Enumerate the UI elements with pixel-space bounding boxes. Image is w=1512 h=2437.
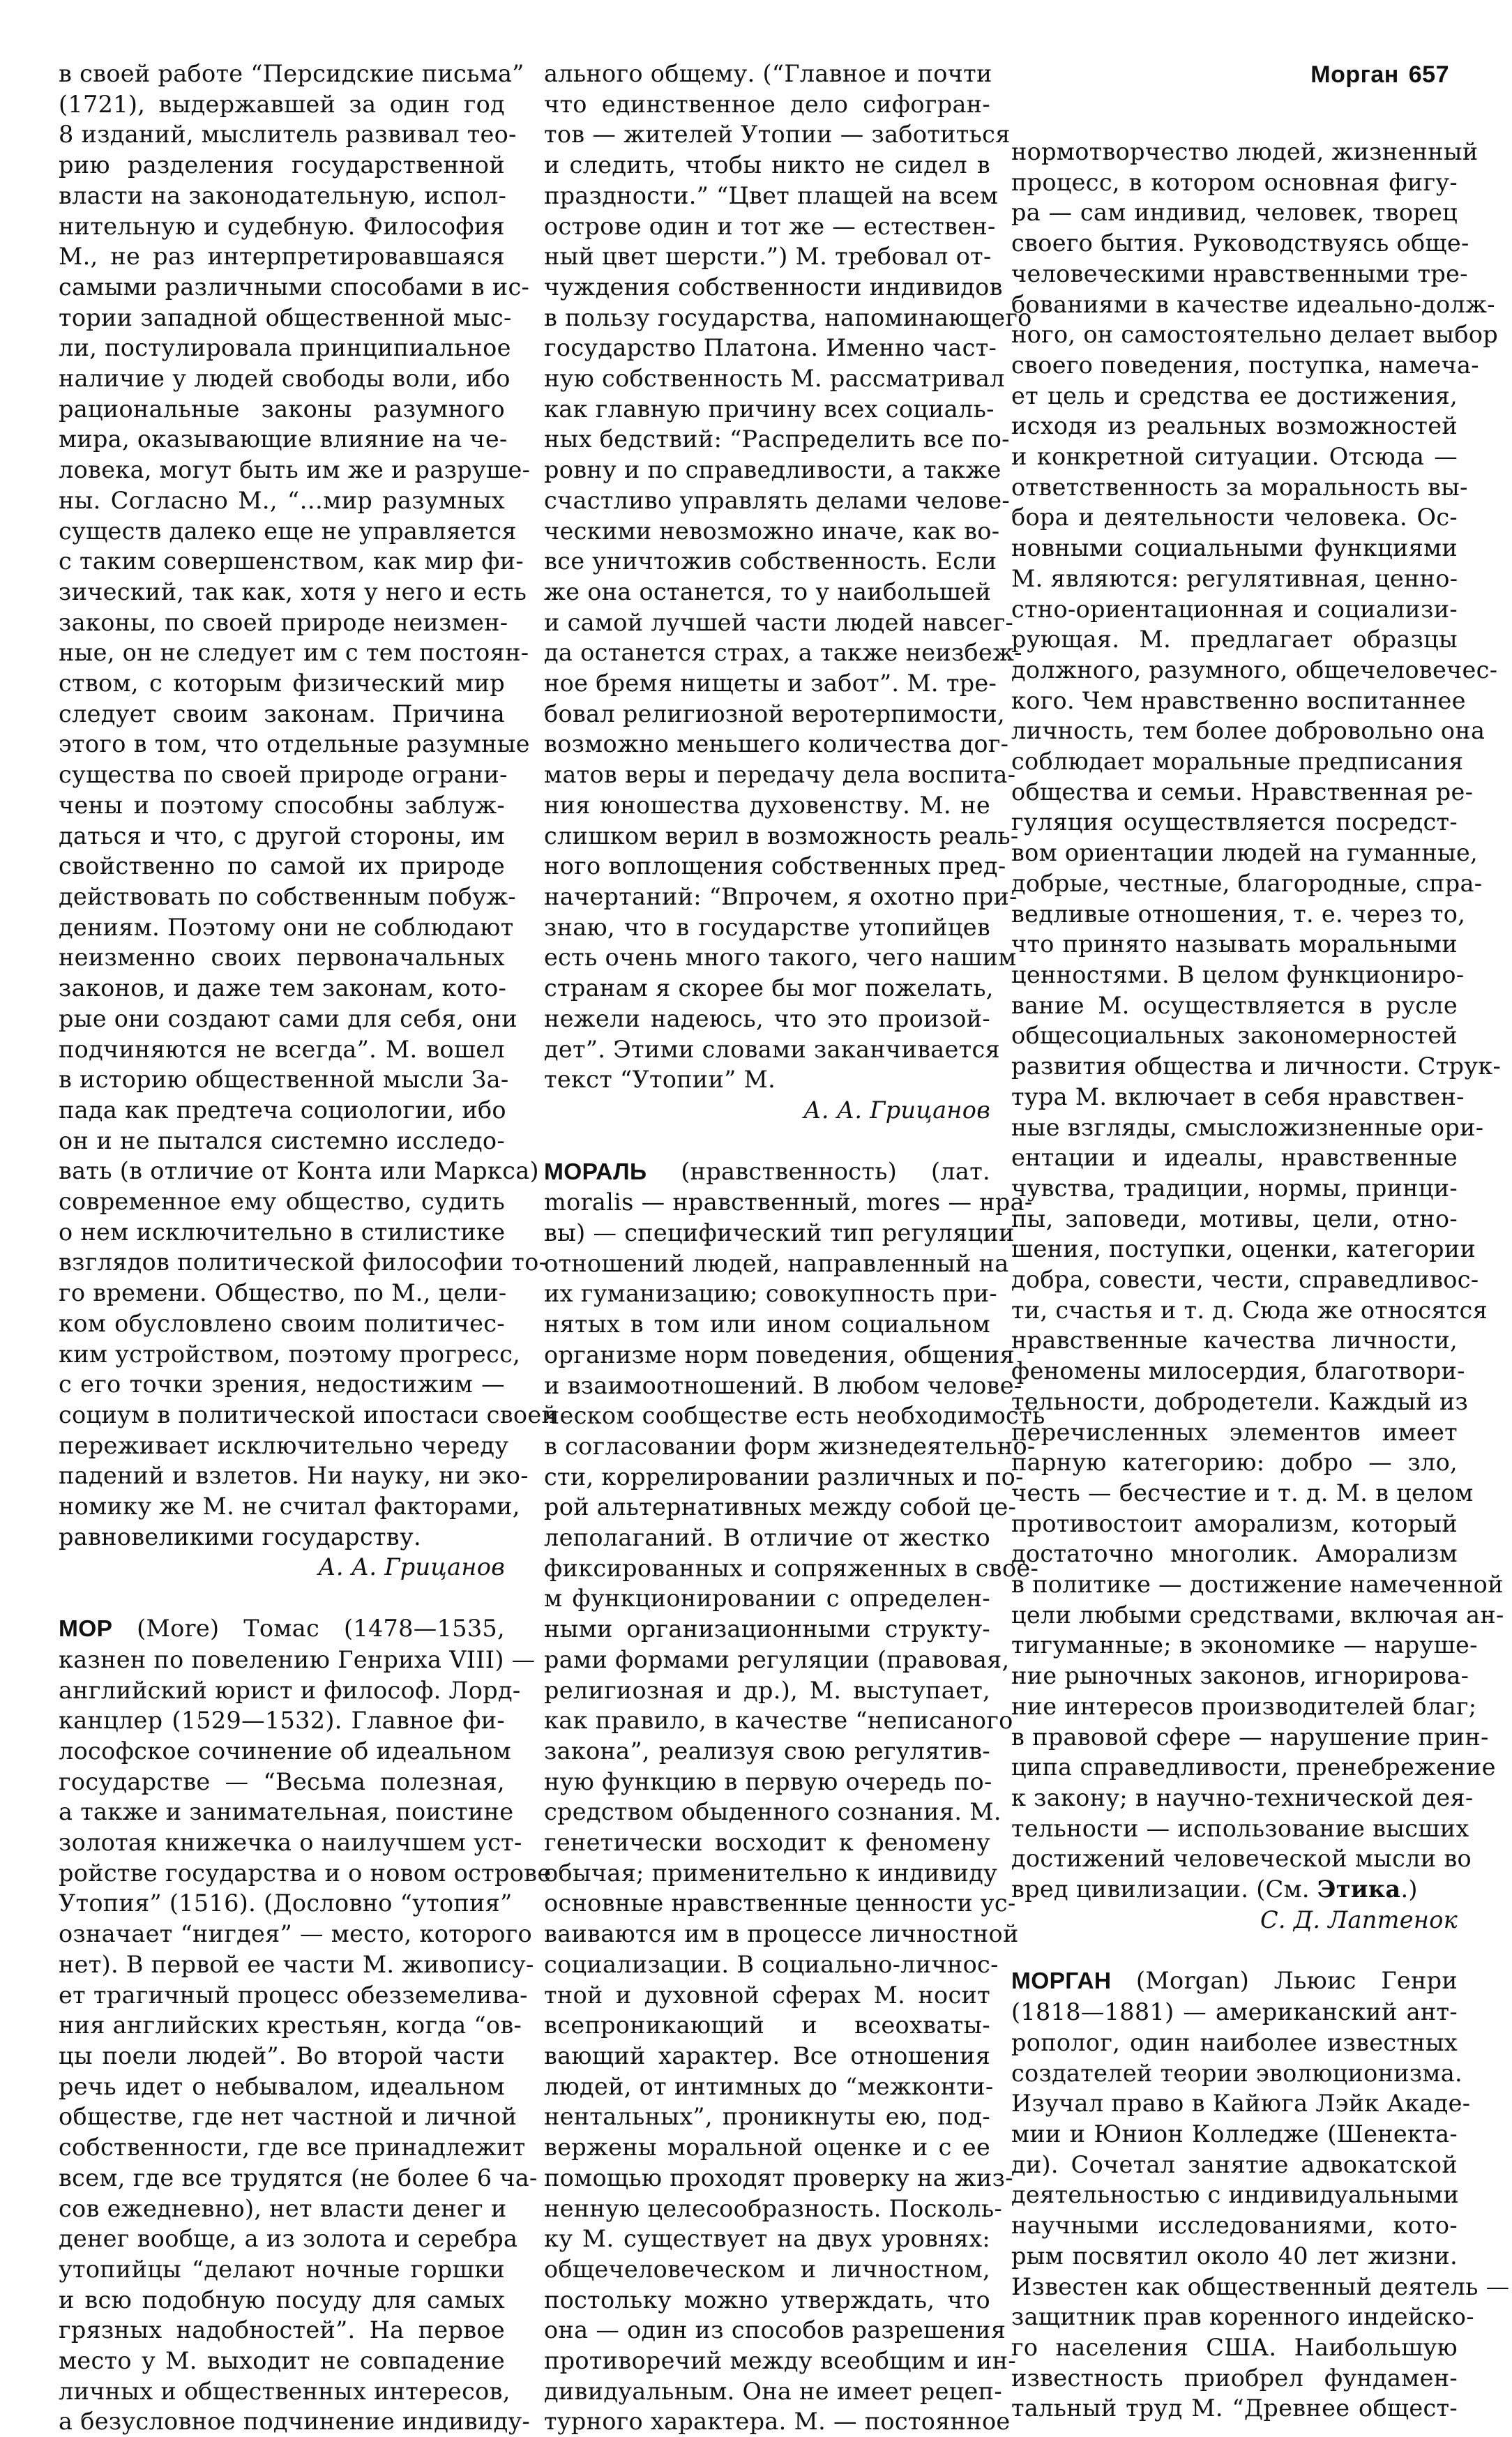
- paragraph-lines: [544, 59, 1032, 1095]
- text-line: человеческими нравственными тре-: [1011, 259, 1468, 287]
- text-line: равновеликими государству.: [59, 1523, 421, 1551]
- text-line: всем, где все трудятся (не более 6 ча-: [59, 2164, 538, 2191]
- text-line: своего поведения, поступка, намеча-: [1011, 351, 1479, 379]
- text-line: ответственность за моральность вы-: [1011, 473, 1468, 501]
- text-line: честь — бесчестие и т. д. М. в целом: [1011, 1479, 1474, 1507]
- text-line: сти, коррелировании различных и по-: [544, 1463, 1024, 1491]
- text-line: Изучал право в Кайюга Лэйк Акаде-: [1011, 2090, 1471, 2118]
- text-line: ние рыночных законов, игнорирова-: [1011, 1662, 1469, 1690]
- text-line: даться и что, с другой стороны, им: [59, 822, 505, 850]
- text-line: нятых в том или ином социальном: [544, 1311, 990, 1338]
- text-line: ли, постулировала принципиальное: [59, 334, 511, 362]
- text-line: ством, с которым физический мир: [59, 670, 505, 697]
- text-line: общечеловеческом и личностном,: [544, 2255, 990, 2283]
- text-line: и следить, чтобы никто не сидел в: [544, 151, 990, 179]
- text-line: ных бедствий: “Распределить все по-: [544, 425, 1010, 453]
- text-line: дениям. Поэтому они не соблюдают: [59, 913, 514, 941]
- text-line: 8 изданий, мыслитель развивал тео-: [59, 121, 517, 149]
- text-line: что принято называть моральными: [1011, 930, 1458, 958]
- text-line: в согласовании форм жизнедеятельно-: [544, 1432, 1036, 1460]
- text-line: к закону; в научно-технической дея-: [1011, 1783, 1474, 1811]
- text-line: в своей работе “Персидские письма”: [59, 60, 524, 87]
- column-1: [59, 59, 558, 2437]
- cross-reference-link[interactable]: Этика: [1317, 1876, 1401, 1903]
- text-line: власти на законодательную, испол-: [59, 181, 507, 209]
- text-line: рациональные законы разумного: [59, 395, 505, 423]
- paragraph-lines: [59, 1645, 552, 2437]
- text-line: ное бремя нищеты и забот”. М. тре-: [544, 670, 997, 697]
- text-line: есть очень много такого, чего нашим: [544, 944, 1017, 972]
- text-line: ра — сам индивид, человек, творец: [1011, 199, 1458, 227]
- text-line: го населения США. Наибольшую: [1011, 2333, 1458, 2361]
- text-line: свойственно по самой их природе: [59, 852, 505, 880]
- text-line: общесоциальных закономерностей: [1011, 1022, 1458, 1050]
- text-line: новными социальными функциями: [1011, 534, 1458, 562]
- text-line: деятельностью с индивидуальными: [1011, 2181, 1460, 2209]
- text-line: пада как предтеча социологии, ибо: [59, 1096, 506, 1124]
- page-number: 657: [1408, 61, 1449, 88]
- article-mor: [59, 1613, 552, 2437]
- text-line: переживает исключительно череду: [59, 1431, 509, 1459]
- text-line: золотая книжечка о наилучшем уст-: [59, 1829, 522, 1857]
- text-line: номику же М. не считал факторами,: [59, 1493, 520, 1521]
- text-line: достаточно многолик. Аморализм: [1011, 1540, 1458, 1568]
- text-line: феномены милосердия, благотвори-: [1011, 1357, 1465, 1385]
- text-line: вержены моральной оценке и с ее: [544, 2134, 990, 2161]
- article-gap: [59, 1583, 505, 1613]
- text-line: в политике — достижение намеченной: [1011, 1571, 1504, 1599]
- text-line: турного характера. М. — постоянное: [544, 2408, 1011, 2436]
- text-line: рые они создают сами для себя, они: [59, 1004, 517, 1032]
- text-line: стно-ориентационная и социализи-: [1011, 595, 1458, 623]
- text-line: государство Платона. Именно част-: [544, 334, 997, 362]
- text-line: текст “Утопии” М.: [544, 1066, 776, 1094]
- paragraph-lines: [544, 1187, 1045, 2437]
- text-line: взглядов политической философии то-: [59, 1248, 547, 1276]
- text-line: (1818—1881) — американский ант-: [1011, 1998, 1458, 2026]
- text-line: бора и деятельности человека. Ос-: [1011, 504, 1458, 531]
- text-line: счастливо управлять делами челове-: [544, 486, 1010, 514]
- text-line: создателей теории эволюционизма.: [1011, 2059, 1462, 2087]
- text-line: леполаганий. В отличие от жестко: [544, 1524, 990, 1552]
- text-line: тов — жителей Утопии — заботиться: [544, 121, 1011, 149]
- article-title: МОР: [59, 1616, 113, 1643]
- text-line: ные, он не следует им с тем постоян-: [59, 639, 529, 667]
- text-line: цели любыми средствами, включая ан-: [1011, 1601, 1504, 1629]
- text-line: ального общему. (“Главное и почти: [544, 60, 992, 87]
- text-line: м функционировании с определен-: [544, 1585, 990, 1613]
- author-signature: А. А. Грицанов: [803, 1096, 990, 1124]
- text-line: рами формами регуляции (правовая,: [544, 1645, 1010, 1673]
- text-line: ный цвет шерсти.”) М. требовал от-: [544, 243, 992, 271]
- text-line: шения, поступки, оценки, категории: [1011, 1235, 1476, 1263]
- text-line: как правило, в качестве “неписаного: [544, 1707, 1013, 1735]
- text-line: ния юношества духовенству. М. не: [544, 791, 990, 819]
- article-title: МОРАЛЬ: [544, 1159, 647, 1185]
- text-line: М. являются: регулятивная, ценно-: [1011, 564, 1458, 592]
- mor-article-continued: [544, 59, 1032, 1126]
- text-line: вать (в отличие от Конта или Маркса): [59, 1157, 539, 1185]
- moral-article-continued: [1011, 137, 1504, 1935]
- text-line: социум в политической ипостаси своей: [59, 1401, 558, 1428]
- text-line: бовал религиозной веротерпимости,: [544, 700, 1005, 727]
- text-line: ную функцию в первую очередь по-: [544, 1767, 992, 1795]
- text-line: ценностями. В целом функциониро-: [1011, 960, 1465, 988]
- text-line: ди). Сочетал занятие адвокатской: [1011, 2150, 1458, 2178]
- article-moral: [544, 1156, 1045, 2437]
- text-line: го времени. Общество, по М., цели-: [59, 1279, 507, 1307]
- text-line: денег вообще, а из золота и серебра: [59, 2225, 518, 2253]
- text-line: тории западной общественной мыс-: [59, 303, 512, 331]
- text-line: ны. Согласно М., “…мир разумных: [59, 486, 505, 514]
- text-line: соблюдает моральные предписания: [1011, 748, 1464, 776]
- text-line: нежели надеюсь, что это произой-: [544, 1004, 990, 1032]
- text-line: рующая. М. предлагает образцы: [1011, 626, 1458, 654]
- text-line: неизменно своих первоначальных: [59, 944, 505, 972]
- text-line: вающий характер. Все отношения: [544, 2042, 990, 2069]
- text-line: ком обусловлено своим политичес-: [59, 1309, 505, 1337]
- text-line: религиозная и др.), М. выступает,: [544, 1676, 990, 1704]
- text-line: ти, счастья и т. д. Сюда же относятся: [1011, 1296, 1488, 1324]
- text-line: тельности, добродетели. Каждый из: [1011, 1387, 1469, 1415]
- text-line: фиксированных и сопряженных в свое-: [544, 1554, 1039, 1582]
- text-line: тной и духовной сферах М. носит: [544, 1981, 990, 2009]
- article-first-line: МОРГАН (Morgan) Льюис Генри: [1011, 1967, 1458, 1995]
- text-line: научными исследованиями, кото-: [1011, 2212, 1458, 2240]
- text-line: Утопия” (1516). (Дословно “утопия”: [59, 1889, 513, 1917]
- text-line: рополог, один наиболее известных: [1011, 2028, 1458, 2056]
- text-line: слишком верил в возможность реаль-: [544, 822, 1019, 850]
- text-line: самыми различными способами в ис-: [59, 273, 530, 301]
- text-line: тура М. включает в себя нравствен-: [1011, 1082, 1465, 1110]
- text-line: дивидуальным. Она не имеет рецеп-: [544, 2377, 1002, 2405]
- text-line: добра, совести, чести, справедливос-: [1011, 1266, 1479, 1294]
- author-signature: А. А. Грицанов: [318, 1553, 505, 1581]
- text-line: социализации. В социально-личнос-: [544, 1950, 999, 1978]
- text-line: организме норм поведения, общения: [544, 1341, 1015, 1368]
- text-line: законов, и даже тем законам, кото-: [59, 974, 507, 1002]
- article-morgan: [1011, 1966, 1510, 2424]
- text-line: она — один из способов разрешения: [544, 2316, 1006, 2344]
- text-line: же она останется, то у наибольшей: [544, 578, 992, 605]
- article-first-line: МОР (More) Томас (1478—1535,: [59, 1615, 505, 1643]
- text-line: ловека, могут быть им же и разруше-: [59, 456, 531, 484]
- text-line: а безусловное подчинение индивиду-: [59, 2408, 531, 2436]
- text-line: грязных надобностей”. На первое: [59, 2316, 505, 2344]
- text-line: moralis — нравственный, mores — нра-: [544, 1189, 1033, 1216]
- text-line: рым посвятил около 40 лет жизни.: [1011, 2242, 1458, 2270]
- text-line: их гуманизацию; совокупность при-: [544, 1280, 997, 1308]
- text-line: собственности, где все принадлежит: [59, 2134, 526, 2161]
- text-line: лософское сочинение об идеальном: [59, 1737, 512, 1765]
- text-line: обычая; применительно к индивиду: [544, 1859, 998, 1887]
- text-line: нравственные качества личности,: [1011, 1327, 1458, 1355]
- text-line: личность, тем более добровольно она: [1011, 717, 1485, 745]
- text-line: достижений человеческой мысли во: [1011, 1845, 1472, 1873]
- article-gap: [544, 1126, 990, 1156]
- text-line: острове один и тот же — естествен-: [544, 212, 996, 240]
- text-line: М., не раз интерпретировавшаяся: [59, 243, 505, 271]
- text-line: рию разделения государственной: [59, 151, 505, 179]
- paragraph-lines: [59, 59, 558, 1552]
- text-line: чуждения собственности индивидов: [544, 273, 1003, 301]
- text-line: ципа справедливости, пренебрежение: [1011, 1753, 1496, 1781]
- text-line: ные взгляды, смысложизненные ори-: [1011, 1113, 1484, 1141]
- text-line: мира, оказывающие влияние на че-: [59, 425, 508, 453]
- text-line: противоречий между всеобщим и ин-: [544, 2347, 1017, 2375]
- text-line: нительную и судебную. Философия: [59, 212, 505, 240]
- article-gap: [1011, 1935, 1458, 1966]
- text-line: матов веры и передачу дела воспита-: [544, 761, 1016, 789]
- text-line: защитник прав коренного индейско-: [1011, 2303, 1474, 2331]
- text-line: вом ориентации людей на гуманные,: [1011, 839, 1478, 867]
- text-line: и самой лучшей части людей навсег-: [544, 608, 1014, 636]
- text-line: возможно меньшего количества дог-: [544, 730, 1009, 758]
- text-line: в правовой сфере — нарушение прин-: [1011, 1723, 1489, 1751]
- running-head-word: Морган: [1310, 61, 1399, 88]
- text-line: кого. Чем нравственно воспитаннее: [1011, 686, 1466, 714]
- text-line: а также и занимательная, поистине: [59, 1798, 514, 1826]
- text-line: основные нравственные ценности ус-: [544, 1889, 1016, 1917]
- text-line: в пользу государства, напоминающего: [544, 303, 1032, 331]
- text-line: гуляция осуществляется посредст-: [1011, 808, 1458, 836]
- text-line: ческом сообществе есть необходимость: [544, 1402, 1045, 1430]
- text-line: с таким совершенством, как мир фи-: [59, 548, 524, 575]
- text-line: утопийцы “делают ночные горшки: [59, 2255, 505, 2283]
- text-line: что единственное дело сифогран-: [544, 90, 990, 118]
- text-line: чувства, традиции, нормы, принци-: [1011, 1174, 1458, 1202]
- text-line: бованиями в качестве идеально-долж-: [1011, 290, 1495, 318]
- text-line: и всю подобную посуду для самых: [59, 2286, 505, 2314]
- text-line: ного, он самостоятельно делает выбор: [1011, 321, 1499, 349]
- text-line: обществе, где нет частной и личной: [59, 2103, 517, 2131]
- text-line: ние интересов производителей благ;: [1011, 1692, 1477, 1720]
- text-line: отношений людей, направленный на: [544, 1249, 1009, 1277]
- text-line: наличие у людей свободы воли, ибо: [59, 365, 511, 393]
- text-line: ройстве государства и о новом острове: [59, 1859, 552, 1887]
- text-line: ческими невозможно иначе, как во-: [544, 517, 1000, 545]
- text-line: нормотворчество людей, жизненный: [1011, 138, 1479, 165]
- text-line: и взаимоотношений. В любом челове-: [544, 1371, 1022, 1399]
- text-line: вы) — специфический тип регуляции: [544, 1219, 1015, 1247]
- text-line: ет цель и средства ее достижения,: [1011, 382, 1458, 409]
- text-line: ет трагичный процесс обезземелива-: [59, 1981, 528, 2009]
- text-line: пы, заповеди, мотивы, цели, отно-: [1011, 1205, 1458, 1232]
- text-line: ку М. существует на двух уровнях:: [544, 2225, 990, 2253]
- text-line: своего бытия. Руководствуясь обще-: [1011, 229, 1469, 257]
- text-line: развития общества и личности. Струк-: [1011, 1052, 1502, 1080]
- text-line: тельности — использование высших: [1011, 1814, 1469, 1842]
- text-line: общества и семьи. Нравственная ре-: [1011, 778, 1474, 806]
- text-line: подчиняются не всегда”. М. вошел: [59, 1035, 505, 1063]
- text-line: зический, так как, хотя у него и есть: [59, 578, 527, 605]
- text-line: все уничтожив собственность. Если: [544, 548, 997, 575]
- text-line: он и не пытался системно исследо-: [59, 1126, 505, 1154]
- text-line: падений и взлетов. Ни науку, ни эко-: [59, 1462, 529, 1490]
- text-line: мии и Юнион Колледже (Шенекта-: [1011, 2120, 1458, 2148]
- text-line: казнен по повелению Генриха VIII) —: [59, 1645, 536, 1673]
- text-line: людей, от интимных до “межконти-: [544, 2072, 994, 2100]
- text-line: (1721), выдержавшей за один год: [59, 90, 505, 118]
- text-line: праздности.” “Цвет плащей на всем: [544, 181, 999, 209]
- text-line: знаю, что в государстве утопийцев: [544, 913, 990, 941]
- text-line: с его точки зрения, недостижим —: [59, 1371, 505, 1398]
- text-line: ентации и идеалы, нравственные: [1011, 1144, 1458, 1172]
- text-line: ния английских крестьян, когда “ов-: [59, 2012, 522, 2039]
- text-line: английский юрист и философ. Лорд-: [59, 1676, 521, 1704]
- text-line: означает “нигдея” — место, которого: [59, 1920, 532, 1948]
- text-line: законы, по своей природе неизмен-: [59, 608, 508, 636]
- text-line: парную категорию: добро — зло,: [1011, 1449, 1458, 1477]
- text-line: вание М. осуществляется в русле: [1011, 991, 1458, 1019]
- text-line: и конкретной ситуации. Отсюда —: [1011, 443, 1458, 471]
- text-line: ного воплощения собственных пред-: [544, 852, 1006, 880]
- text-line: дет”. Этими словами заканчивается: [544, 1035, 1000, 1063]
- text-line: в историю общественной мысли За-: [59, 1066, 509, 1094]
- montesquieu-article-end: [59, 59, 558, 1583]
- text-line: ровну и по справедливости, а также: [544, 456, 1001, 484]
- text-line: существа по своей природе ограни-: [59, 761, 508, 789]
- text-line: процесс, в котором основная фигу-: [1011, 168, 1458, 196]
- text-line: место у М. выходит не совпадение: [59, 2347, 505, 2375]
- text-line: тигуманные; в экономике — наруше-: [1011, 1631, 1478, 1659]
- text-line: речь идет о небывалом, идеальном: [59, 2072, 505, 2100]
- text-line: сов ежедневно), нет власти денег и: [59, 2194, 507, 2222]
- text-line: постольку можно утверждать, что: [544, 2286, 990, 2314]
- article-first-line: МОРАЛЬ (нравственность) (лат.: [544, 1157, 990, 1185]
- text-line: закона”, реализуя свою регулятив-: [544, 1737, 990, 1765]
- text-line: личных и общественных интересов,: [59, 2377, 511, 2405]
- text-line: генетически восходит к феномену: [544, 1829, 990, 1857]
- text-line: существ далеко еще не управляется: [59, 517, 517, 545]
- text-line: канцлер (1529—1532). Главное фи-: [59, 1707, 505, 1735]
- text-line: цы поели людей”. Во второй части: [59, 2042, 505, 2069]
- text-line: нентальных”, проникнуты ею, под-: [544, 2103, 990, 2131]
- text-line: нет). В первой ее части М. живопису-: [59, 1950, 534, 1978]
- paragraph-lines: [1011, 1997, 1510, 2424]
- text-line: противостоит аморализм, который: [1011, 1509, 1458, 1537]
- text-line: всепроникающий и всеохваты-: [544, 2012, 990, 2039]
- text-line: странам я скорее бы мог пожелать,: [544, 974, 994, 1002]
- text-line: перечисленных элементов имеет: [1011, 1418, 1458, 1446]
- author-signature: С. Д. Лаптенок: [1260, 1906, 1458, 1933]
- text-line: исходя из реальных возможностей: [1011, 412, 1458, 440]
- text-line: о нем исключительно в стилистике: [59, 1218, 506, 1246]
- text-line: да останется страх, а также неизбеж-: [544, 639, 1022, 667]
- text-line: тальный труд М. “Древнее общест-: [1011, 2394, 1458, 2422]
- cross-reference-line: вред цивилизации. (См. Этика.): [1011, 1876, 1418, 1903]
- text-line: государстве — “Весьма полезная,: [59, 1767, 505, 1795]
- text-line: действовать по собственным побуж-: [59, 882, 517, 910]
- text-line: ную собственность М. рассматривал: [544, 365, 1005, 393]
- text-line: помощью проходят проверку на жиз-: [544, 2164, 1013, 2191]
- text-line: следует своим законам. Причина: [59, 700, 505, 727]
- column-2: [544, 59, 1045, 2437]
- running-head: [1310, 61, 1449, 89]
- text-line: известность приобрел фундамен-: [1011, 2364, 1458, 2392]
- text-line: ким устройством, поэтому прогресс,: [59, 1340, 521, 1368]
- text-line: добрые, честные, благородные, спра-: [1011, 869, 1483, 897]
- text-line: рой альтернативных между собой це-: [544, 1493, 1017, 1521]
- text-line: средством обыденного сознания. М.: [544, 1798, 1001, 1826]
- text-line: ными организационными структу-: [544, 1615, 990, 1643]
- text-line: начертаний: “Впрочем, я охотно при-: [544, 882, 1018, 910]
- text-line: современное ему общество, судить: [59, 1188, 505, 1216]
- text-line: чены и поэтому способны заблуж-: [59, 791, 505, 819]
- text-line: Известен как общественный деятель —: [1011, 2272, 1510, 2300]
- paragraph-lines: [1011, 137, 1504, 1874]
- text-line: ведливые отношения, т. е. через то,: [1011, 900, 1466, 928]
- column-3: [1011, 137, 1510, 2424]
- text-line: ваиваются им в процессе личностной: [544, 1920, 1019, 1948]
- text-line: ненную целесообразность. Посколь-: [544, 2194, 1003, 2222]
- text-line: этого в том, что отдельные разумные: [59, 730, 530, 758]
- text-line: как главную причину всех социаль-: [544, 395, 995, 423]
- article-title: МОРГАН: [1011, 1968, 1112, 1995]
- text-line: должного, разумного, общечеловечес-: [1011, 656, 1498, 684]
